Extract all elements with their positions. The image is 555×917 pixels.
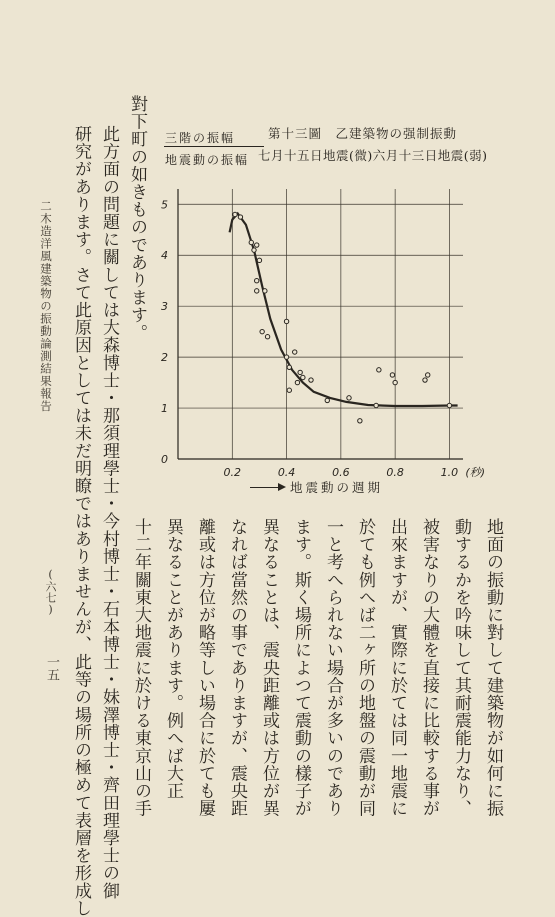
data-point (309, 378, 313, 382)
y-tick-label: 2 (161, 351, 168, 365)
running-head: 二木造洋風建築物の振動論測結果報告 (39, 200, 53, 413)
data-point (298, 370, 302, 374)
resonance-chart (140, 170, 486, 479)
data-point (295, 380, 299, 384)
data-point (287, 365, 291, 369)
right-text-line-8: 異なることは、震央距離或は方位が異 (259, 518, 279, 818)
figure-title: 第十三圖 乙建築物の强制振動 (268, 126, 458, 141)
right-text-line-9: なれば當然の事でありますが、震央距 (227, 518, 247, 818)
data-point (447, 403, 451, 407)
data-point (238, 215, 242, 219)
right-text-line-1: 地面の振動に對して建築物が如何に振 (483, 518, 503, 818)
data-point (284, 355, 288, 359)
data-point (374, 403, 378, 407)
left-text-line-1: 對下町の如きものであります。 (127, 95, 147, 342)
page-number: 一五 (44, 655, 59, 681)
y-tick-label: 5 (161, 198, 168, 212)
ratio-denominator-label: 地震動の振幅 (165, 153, 250, 167)
response-curve (230, 214, 458, 407)
figure-subtitle: 七月十五日地震(微)六月十三日地震(弱) (258, 148, 488, 163)
x-tick-label: 0.2 (223, 466, 242, 479)
x-unit-label: (秒) (465, 466, 486, 479)
right-text-line-6: 一と考へられない場合が多いのであり (323, 518, 343, 818)
right-text-line-10: 離或は方位が略等しい場合に於ても屢 (195, 518, 215, 818)
data-point (426, 373, 430, 377)
data-point (301, 375, 305, 379)
data-point (390, 373, 394, 377)
y-tick-label: 0 (161, 453, 168, 466)
ratio-divider (164, 146, 264, 147)
data-point (358, 419, 362, 423)
data-point (265, 335, 269, 339)
y-tick-label: 4 (161, 249, 168, 263)
data-point (423, 378, 427, 382)
data-point (255, 289, 259, 293)
ratio-numerator-label: 三階の振幅 (165, 131, 236, 145)
data-point (233, 212, 237, 216)
right-text-line-7: ます。斯く場所によつて震動の樣子が (291, 518, 311, 818)
data-point (255, 278, 259, 282)
data-point (260, 329, 264, 333)
page-number-parenthetical: (六七) (44, 568, 57, 616)
right-text-line-2: 動するかを吟味して其耐震能力なり、 (451, 518, 471, 818)
right-text-line-12: 十二年關東大地震に於ける東京山の手 (131, 518, 151, 818)
data-point (284, 319, 288, 323)
x-axis-arrow-icon (250, 487, 284, 488)
x-tick-label: 1.0 (440, 466, 459, 479)
data-point (325, 398, 329, 402)
x-axis-label (250, 478, 383, 496)
data-point (293, 350, 297, 354)
x-tick-label: 0.6 (332, 466, 350, 479)
data-point (393, 380, 397, 384)
data-point (287, 388, 291, 392)
data-point (377, 368, 381, 372)
right-text-line-4: 出來ますが、實際に於ては同一地震に (387, 518, 407, 818)
data-point (255, 243, 259, 247)
right-text-line-5: 於ても例へば二ヶ所の地盤の震動が同 (355, 518, 375, 818)
data-point (257, 258, 261, 262)
left-text-line-2: 此方面の問題に關しては大森博士・那須理學士・今村博士・石本博士・妹澤博士・齊田理學士の御 (99, 125, 119, 900)
x-axis-label-text: 地震動の週期 (290, 480, 384, 495)
data-point (249, 240, 253, 244)
x-tick-label: 0.8 (386, 466, 404, 479)
right-text-line-3: 被害なりの大體を直接に比較する事が (419, 518, 439, 818)
data-point (347, 396, 351, 400)
y-tick-label: 3 (161, 300, 168, 314)
x-tick-label: 0.4 (277, 466, 296, 479)
left-text-line-3: 研究があります。さて此原因としては未だ明瞭ではありませんが、此等の場所の極めて表層を形成し (71, 125, 91, 917)
y-tick-label: 1 (161, 402, 168, 416)
right-text-line-11: 異なることがあります。例へば大正 (163, 518, 183, 800)
data-point (252, 248, 256, 252)
data-point (263, 289, 267, 293)
